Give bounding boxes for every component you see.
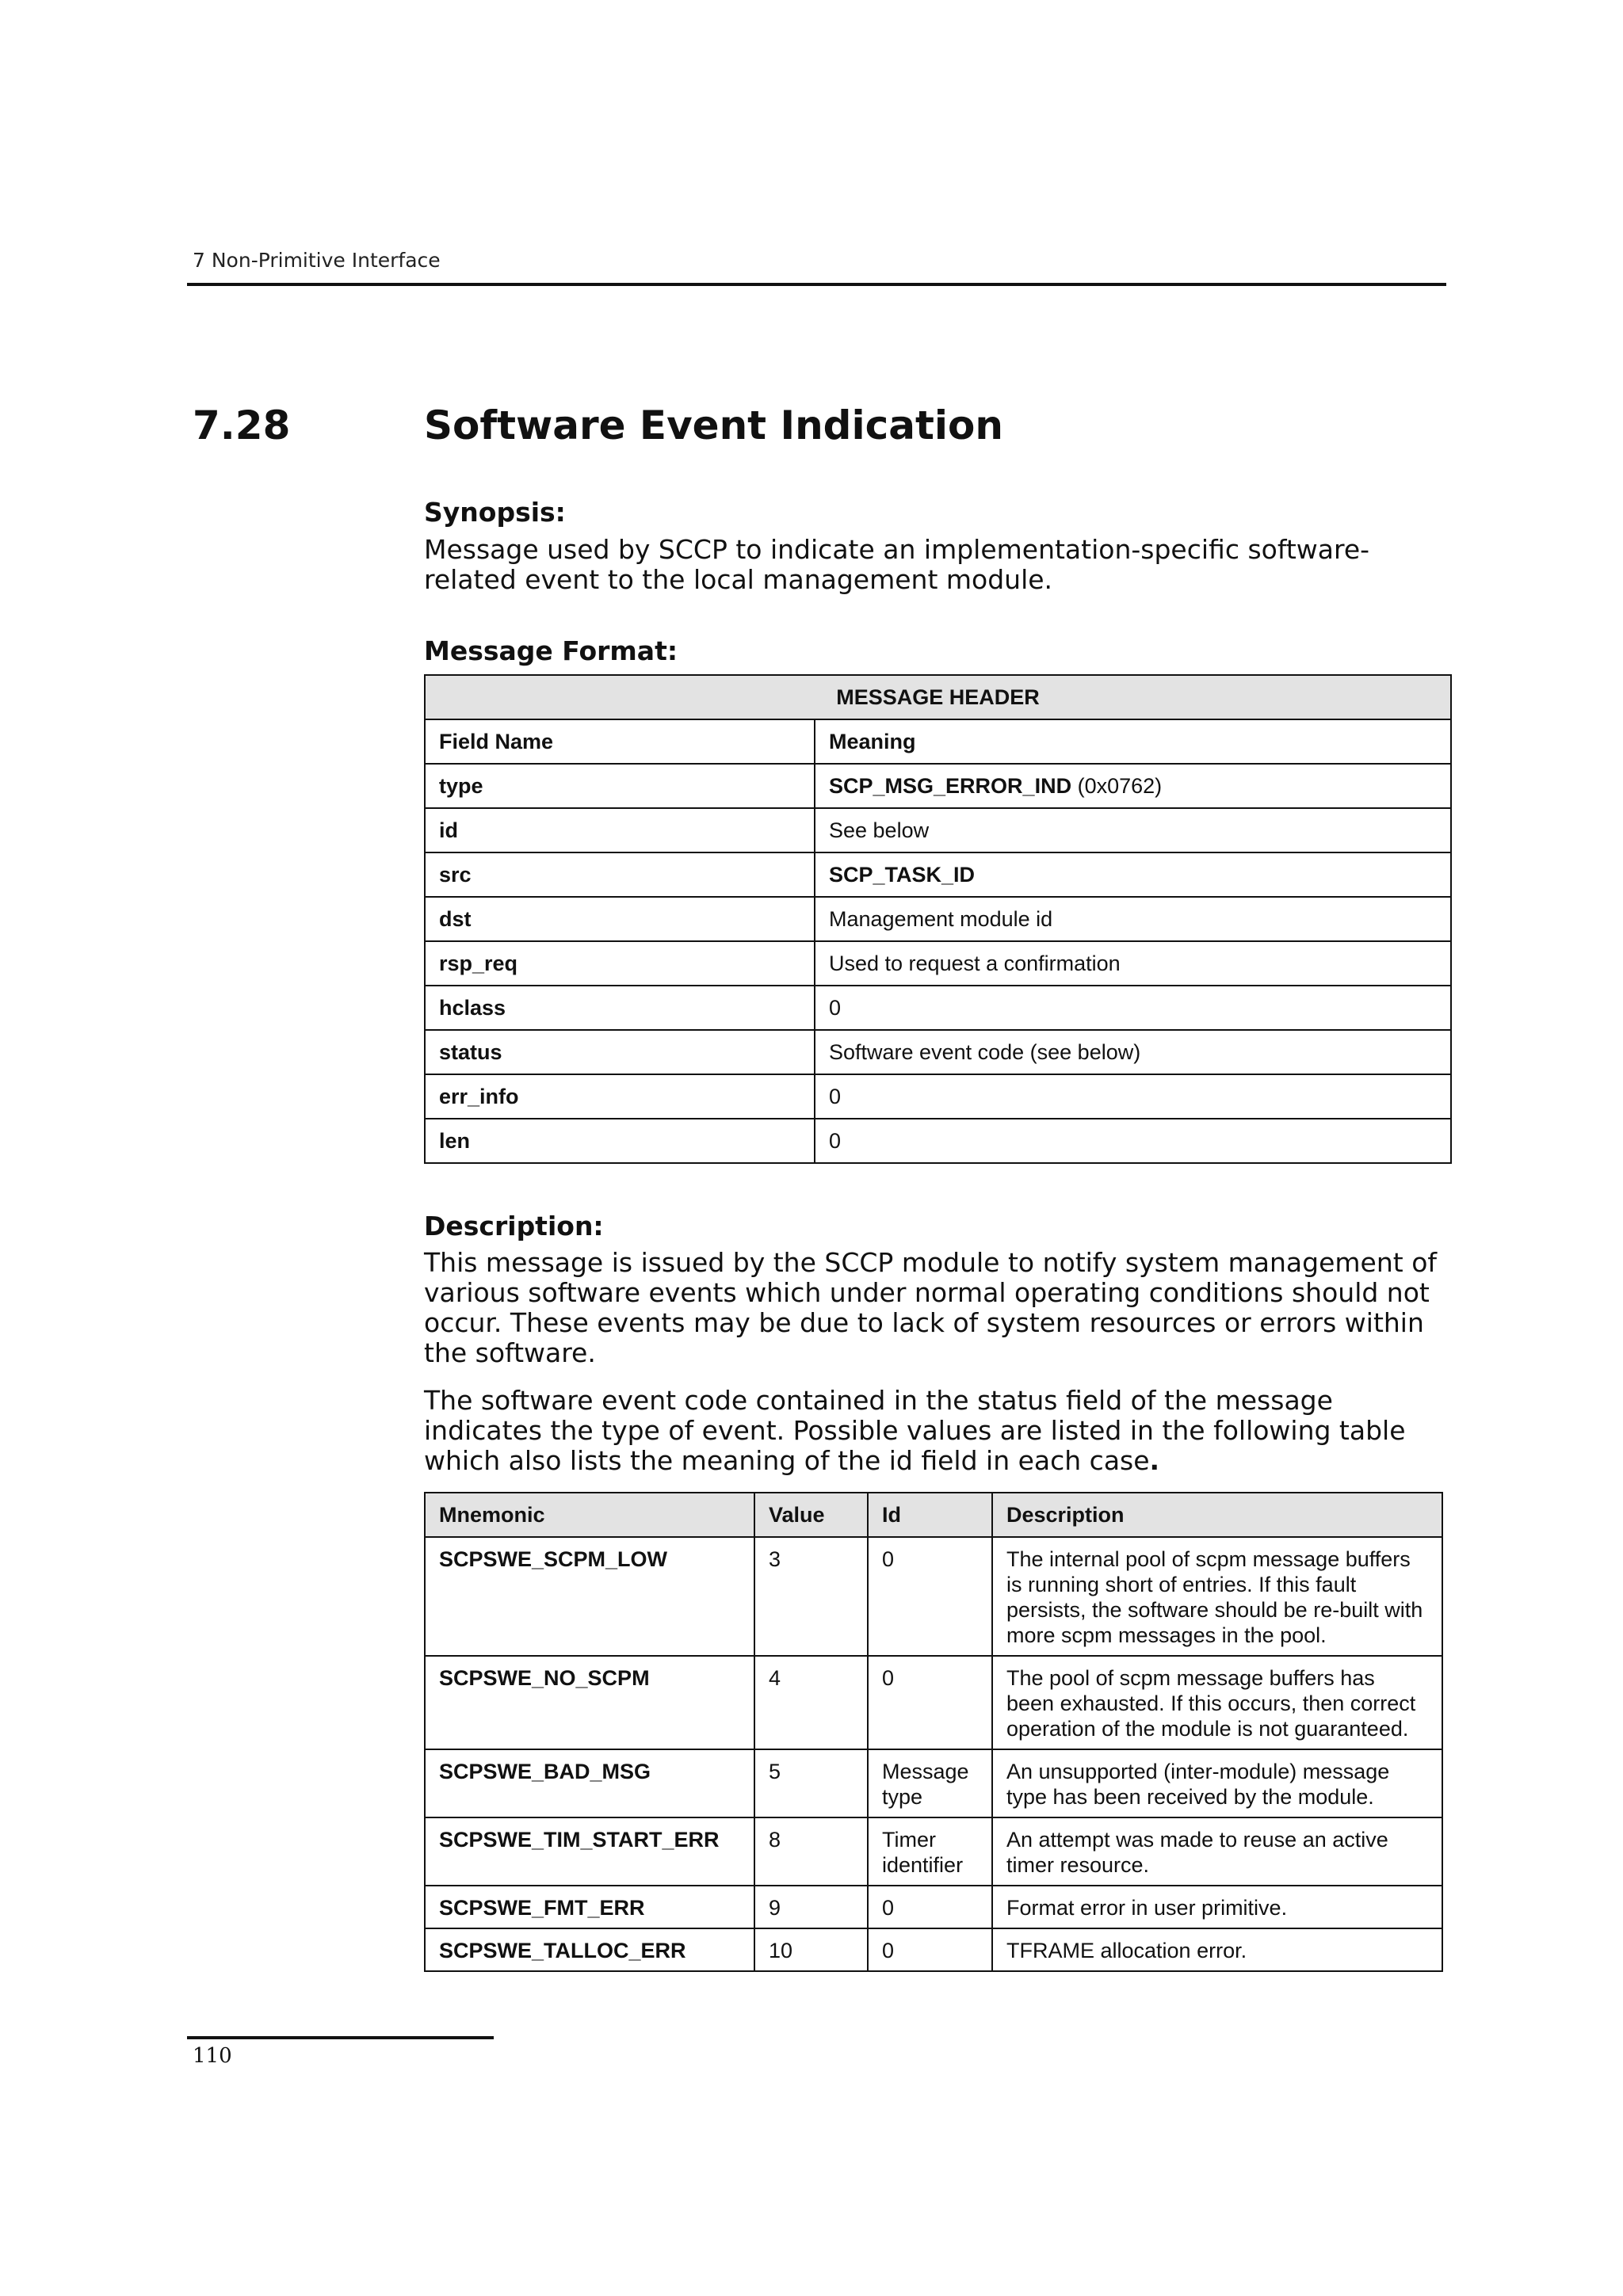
table-row: [425, 986, 1451, 1030]
meaning-cell: [815, 1074, 1451, 1119]
meaning-header: Meaning: [815, 719, 1451, 764]
table-row: [425, 1119, 1451, 1163]
table-row: [425, 941, 1451, 986]
meaning-text: 0: [829, 1084, 842, 1108]
value-cell: 9: [754, 1886, 868, 1928]
value-cell: 4: [754, 1656, 868, 1749]
id-cell: 0: [868, 1537, 992, 1656]
value-cell: 5: [754, 1749, 868, 1817]
value-cell: 8: [754, 1817, 868, 1886]
section-content: [424, 496, 1454, 1972]
meaning-cell: [815, 808, 1451, 852]
description-cell: An attempt was made to reuse an active timer resource.: [992, 1817, 1442, 1886]
field-name-cell: src: [425, 852, 815, 897]
header-rule: [187, 283, 1446, 286]
table-row: [425, 897, 1451, 941]
table-row: [425, 1886, 1442, 1928]
field-name-cell: dst: [425, 897, 815, 941]
meaning-text: 0: [829, 995, 842, 1020]
id-cell: 0: [868, 1656, 992, 1749]
id-cell: Message type: [868, 1749, 992, 1817]
section-number: 7.28: [193, 402, 291, 448]
message-header-banner: MESSAGE HEADER: [425, 675, 1451, 719]
page-number: 110: [193, 2044, 232, 2068]
mnemonic-header: Mnemonic: [425, 1493, 754, 1537]
description-cell: An unsupported (inter-module) message type has been received by the module.: [992, 1749, 1442, 1817]
event-table-header-row: [425, 1493, 1442, 1537]
table-row: [425, 1030, 1451, 1074]
table-column-header-row: [425, 719, 1451, 764]
meaning-constant: SCP_TASK_ID: [829, 862, 976, 887]
meaning-cell: [815, 1119, 1451, 1163]
field-name-cell: status: [425, 1030, 815, 1074]
meaning-cell: [815, 852, 1451, 897]
running-head: 7 Non-Primitive Interface: [193, 249, 441, 272]
mnemonic-cell: SCPSWE_NO_SCPM: [425, 1656, 754, 1749]
value-cell: 10: [754, 1928, 868, 1971]
mnemonic-cell: SCPSWE_BAD_MSG: [425, 1749, 754, 1817]
field-name-cell: id: [425, 808, 815, 852]
description-cell: The internal pool of scpm message buffers is running short of entries. If this fault persists, the software should be re-built with more scpm messages in the pool.: [992, 1537, 1442, 1656]
id-cell: 0: [868, 1928, 992, 1971]
table-row: [425, 764, 1451, 808]
message-header-table: [424, 674, 1452, 1164]
meaning-text: 0: [829, 1128, 842, 1153]
id-cell: 0: [868, 1886, 992, 1928]
footer-rule: [187, 2036, 494, 2039]
field-name-cell: err_info: [425, 1074, 815, 1119]
id-cell: Timer identifier: [868, 1817, 992, 1886]
description-cell: The pool of scpm message buffers has been exhausted. If this occurs, then correct operation of the module is not guaranteed.: [992, 1656, 1442, 1749]
meaning-constant: SCP_MSG_ERROR_IND: [829, 773, 1072, 798]
message-format-heading: Message Format:: [424, 635, 678, 666]
meaning-cell: [815, 941, 1451, 986]
mnemonic-cell: SCPSWE_TIM_START_ERR: [425, 1817, 754, 1886]
table-row: [425, 808, 1451, 852]
section-title: Software Event Indication: [424, 402, 1003, 448]
meaning-text: Software event code (see below): [829, 1039, 1141, 1064]
description-paragraph-2-period: .: [1149, 1445, 1160, 1476]
field-name-cell: type: [425, 764, 815, 808]
value-header: Value: [754, 1493, 868, 1537]
meaning-cell: [815, 1030, 1451, 1074]
meaning-text: Management module id: [829, 906, 1053, 931]
table-row: [425, 1074, 1451, 1119]
mnemonic-cell: SCPSWE_SCPM_LOW: [425, 1537, 754, 1656]
table-row: [425, 1749, 1442, 1817]
description-cell: TFRAME allocation error.: [992, 1928, 1442, 1971]
meaning-cell: [815, 764, 1451, 808]
description-cell: Format error in user primitive.: [992, 1886, 1442, 1928]
field-name-cell: rsp_req: [425, 941, 815, 986]
synopsis-text: Message used by SCCP to indicate an implementation-specific software-related event to the local management module.: [424, 534, 1370, 595]
table-row: [425, 1537, 1442, 1656]
field-name-cell: len: [425, 1119, 815, 1163]
table-row: [425, 1928, 1442, 1971]
field-name-header: Field Name: [425, 719, 815, 764]
description-paragraph-2-text: The software event code contained in the status field of the message indicates the type of event. Possible values are listed in the following table which also lists the meaning of the id field in each case: [424, 1385, 1406, 1476]
synopsis-heading: Synopsis:: [424, 497, 566, 528]
meaning-cell: [815, 986, 1451, 1030]
table-banner-row: [425, 675, 1451, 719]
meaning-cell: [815, 897, 1451, 941]
meaning-text: (0x0762): [1071, 773, 1163, 798]
value-cell: 3: [754, 1537, 868, 1656]
description-paragraph-2: [424, 1386, 1454, 1476]
software-event-table: [424, 1492, 1443, 1972]
meaning-text: Used to request a confirmation: [829, 951, 1121, 975]
table-row: [425, 852, 1451, 897]
id-header: Id: [868, 1493, 992, 1537]
description-paragraph-1: This message is issued by the SCCP module to notify system management of various software events which under normal operating conditions should not occur. These events may be due to lack of system resources or errors within the software.: [424, 1247, 1438, 1368]
mnemonic-cell: SCPSWE_TALLOC_ERR: [425, 1928, 754, 1971]
table-row: [425, 1656, 1442, 1749]
field-name-cell: hclass: [425, 986, 815, 1030]
meaning-text: See below: [829, 818, 930, 842]
mnemonic-cell: SCPSWE_FMT_ERR: [425, 1886, 754, 1928]
description-heading: Description:: [424, 1211, 604, 1241]
description-header: Description: [992, 1493, 1442, 1537]
table-row: [425, 1817, 1442, 1886]
